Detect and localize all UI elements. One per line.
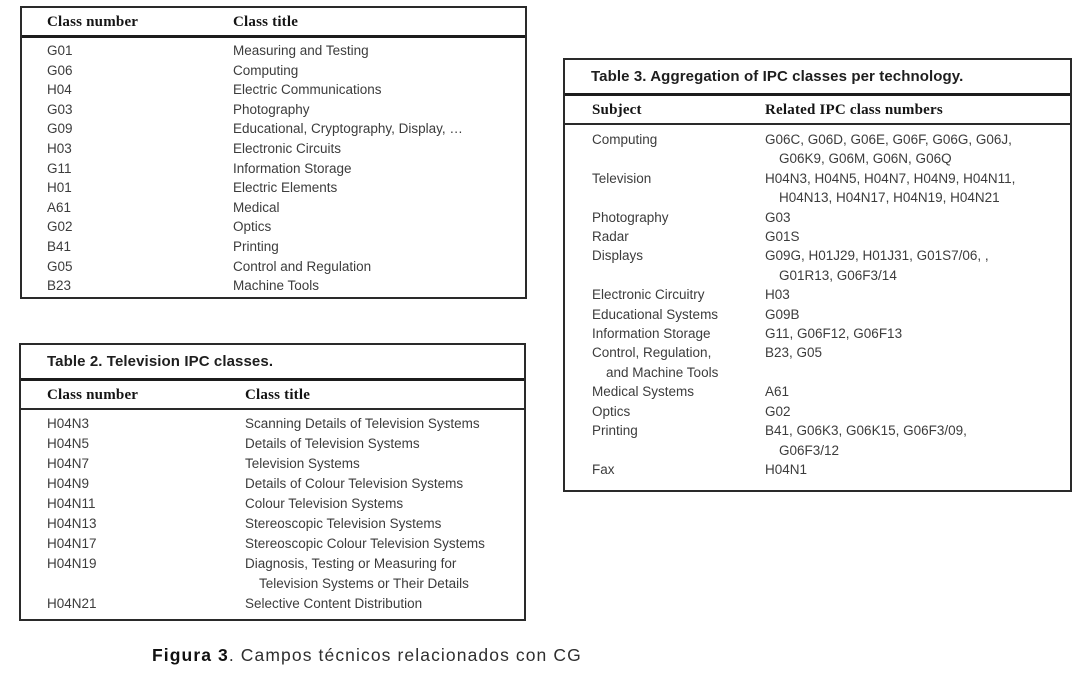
technology-aggregation-table (563, 58, 1072, 492)
subject-cell (565, 227, 765, 246)
ipc-classes-table (20, 6, 527, 299)
class-title-cell (233, 217, 525, 237)
class-number-cell: H03 (47, 140, 72, 156)
table-row (22, 80, 525, 100)
class-title-cell (245, 554, 524, 594)
subject-line: Control, Regulation, (592, 345, 712, 361)
class-title-cell (233, 61, 525, 81)
class-number-cell: H04N7 (47, 456, 90, 471)
subject-line: Computing (592, 132, 658, 147)
ipc-codes-line-continuation: G01R13, G06F3/14 (779, 267, 897, 283)
subject-cell (565, 285, 765, 304)
class-title-line-continuation: Television Systems or Their Details (259, 576, 469, 591)
table-row (565, 169, 1070, 208)
related-ipc-codes-cell (765, 305, 1070, 324)
class-number-cell: G11 (47, 160, 72, 176)
class-number-cell: G03 (47, 101, 73, 117)
table-row (565, 208, 1070, 227)
figure-caption-label: Figura 3 (152, 645, 229, 665)
class-title-line: Scanning Details of Television Systems (245, 416, 480, 431)
table1-body (22, 38, 525, 296)
ipc-codes-line-continuation: H04N13, H04N17, H04N19, H04N21 (779, 190, 1000, 206)
class-number-cell: H04N21 (47, 596, 97, 611)
class-title-line: Educational, Cryptography, Display, … (233, 121, 463, 137)
class-title-cell (233, 139, 525, 159)
related-ipc-codes-cell (765, 285, 1070, 304)
subject-cell (565, 169, 765, 208)
table-row (565, 402, 1070, 421)
table1-header-class-number: Class number (47, 14, 139, 30)
class-title-line: Diagnosis, Testing or Measuring for (245, 556, 457, 571)
table-row (565, 343, 1070, 382)
ipc-codes-line: B41, G06K3, G06K15, G06F3/09, (765, 423, 967, 439)
table2-body (21, 410, 524, 614)
related-ipc-codes-cell (765, 343, 1070, 382)
table-row (22, 198, 525, 218)
subject-line: Electronic Circuitry (592, 287, 705, 303)
class-title-line: Electric Communications (233, 82, 382, 98)
table-row (565, 305, 1070, 324)
class-title-cell (233, 178, 525, 198)
class-title-line: Computing (233, 62, 299, 78)
table3-header-related-ipc: Related IPC class numbers (765, 102, 943, 118)
related-ipc-codes-cell (765, 382, 1070, 401)
class-title-line: Selective Content Distribution (245, 596, 423, 611)
class-title-line: Stereoscopic Colour Television Systems (245, 536, 485, 551)
table3-header-row (565, 96, 1070, 125)
table-row (21, 494, 524, 514)
class-title-line: Optics (233, 219, 272, 235)
ipc-codes-line: G06C, G06D, G06E, G06F, G06G, G06J, (765, 132, 1012, 147)
class-title-line: Details of Television Systems (245, 436, 420, 451)
class-title-cell (245, 514, 524, 534)
class-title-line: Measuring and Testing (233, 43, 369, 58)
class-title-cell (233, 119, 525, 139)
table-row (22, 100, 525, 120)
figure-caption-text: . Campos técnicos relacionados con CG (228, 645, 582, 665)
subject-cell (565, 246, 765, 285)
class-title-cell (245, 454, 524, 474)
class-title-line: Information Storage (233, 160, 352, 176)
subject-cell (565, 421, 765, 460)
table-row (22, 217, 525, 237)
class-title-cell (245, 594, 524, 614)
table-row (21, 414, 524, 434)
related-ipc-codes-cell (765, 227, 1070, 246)
ipc-codes-line: G11, G06F12, G06F13 (765, 326, 903, 342)
class-title-cell (245, 474, 524, 494)
class-title-line: Colour Television Systems (245, 496, 404, 511)
table-row (565, 285, 1070, 304)
class-title-cell (245, 534, 524, 554)
class-number-cell: H04N19 (47, 556, 97, 571)
subject-line: Medical Systems (592, 384, 695, 400)
ipc-codes-line: G02 (765, 403, 791, 419)
class-title-cell (245, 434, 524, 454)
table-row (22, 178, 525, 198)
class-number-cell: H04N13 (47, 516, 97, 531)
class-title-line: Electric Elements (233, 180, 338, 196)
table-row (21, 454, 524, 474)
class-title-cell (233, 237, 525, 257)
table-row (22, 139, 525, 159)
television-ipc-classes-table (19, 343, 526, 621)
ipc-codes-line: B23, G05 (765, 345, 823, 361)
related-ipc-codes-cell (765, 208, 1070, 227)
subject-line-continuation: and Machine Tools (606, 364, 719, 380)
class-title-cell (233, 276, 525, 296)
table2-title: Table 2. Television IPC classes. (21, 345, 524, 381)
subject-cell (565, 324, 765, 343)
table-row (22, 276, 525, 296)
class-title-cell (233, 100, 525, 120)
class-title-cell (233, 257, 525, 277)
class-number-cell: H04N5 (47, 436, 90, 451)
table-row (21, 434, 524, 454)
class-title-line: Photography (233, 101, 310, 117)
ipc-codes-line: G09G, H01J29, H01J31, G01S7/06, , (765, 248, 989, 264)
table1-header-class-title: Class title (233, 14, 299, 30)
class-number-cell: G01 (47, 43, 73, 58)
class-number-cell: G09 (47, 121, 73, 137)
class-title-line: Electronic Circuits (233, 140, 342, 156)
table-row (22, 257, 525, 277)
class-number-cell: G02 (47, 219, 73, 235)
subject-cell (565, 343, 765, 382)
table2-header-class-number: Class number (47, 387, 139, 403)
class-number-cell: H01 (47, 180, 72, 196)
subject-line: Printing (592, 423, 638, 439)
table-row (565, 324, 1070, 343)
subject-line: Television (592, 170, 652, 186)
table3-body (565, 125, 1070, 479)
table-row (21, 514, 524, 534)
class-number-cell: G05 (47, 258, 73, 274)
class-title-cell (233, 198, 525, 218)
table-row (22, 119, 525, 139)
class-title-cell (233, 159, 525, 179)
class-number-cell: B23 (47, 278, 72, 294)
ipc-codes-line-continuation: G06F3/12 (779, 442, 840, 458)
ipc-codes-line: A61 (765, 384, 790, 400)
subject-line: Educational Systems (592, 306, 719, 322)
subject-cell (565, 305, 765, 324)
table-row (22, 41, 525, 61)
subject-line: Optics (592, 403, 631, 419)
subject-line: Information Storage (592, 326, 711, 342)
ipc-codes-line: G03 (765, 209, 791, 225)
table2-header-class-title: Class title (245, 387, 311, 403)
class-title-line: Medical (233, 199, 280, 215)
table-row (565, 130, 1070, 169)
subject-line: Photography (592, 209, 669, 225)
table-row (565, 246, 1070, 285)
class-number-cell: H04N3 (47, 416, 90, 431)
table-row (21, 594, 524, 614)
table3-title: Table 3. Aggregation of IPC classes per technology. (565, 60, 1070, 96)
table-row (565, 421, 1070, 460)
table-row (21, 474, 524, 494)
table1-header-row (22, 8, 525, 38)
table-row (22, 159, 525, 179)
class-number-cell: A61 (47, 199, 72, 215)
class-title-cell (245, 494, 524, 514)
subject-line: Fax (592, 461, 615, 477)
ipc-codes-line-continuation: G06K9, G06M, G06N, G06Q (779, 151, 952, 167)
related-ipc-codes-cell (765, 421, 1070, 460)
related-ipc-codes-cell (765, 402, 1070, 421)
subject-cell (565, 208, 765, 227)
class-title-line: Printing (233, 238, 279, 254)
class-title-line: Machine Tools (233, 278, 320, 294)
class-title-line: Stereoscopic Television Systems (245, 516, 442, 531)
related-ipc-codes-cell (765, 130, 1070, 169)
table-row (22, 61, 525, 81)
class-title-cell (233, 80, 525, 100)
related-ipc-codes-cell (765, 324, 1070, 343)
related-ipc-codes-cell (765, 246, 1070, 285)
ipc-codes-line: H04N1 (765, 461, 808, 477)
ipc-codes-line: H03 (765, 287, 790, 303)
ipc-codes-line: G01S (765, 229, 800, 245)
subject-cell (565, 460, 765, 479)
class-title-cell (245, 414, 524, 434)
subject-cell (565, 402, 765, 421)
class-number-cell: H04 (47, 82, 72, 98)
table3-header-subject: Subject (592, 102, 642, 118)
table-row (565, 382, 1070, 401)
class-number-cell: H04N9 (47, 476, 90, 491)
figure-caption (152, 645, 582, 666)
class-number-cell: H04N11 (47, 496, 96, 511)
table2-header-row (21, 381, 524, 410)
table-row (565, 227, 1070, 246)
class-number-cell: B41 (47, 238, 72, 254)
subject-line: Radar (592, 229, 629, 245)
subject-line: Displays (592, 248, 644, 264)
subject-cell (565, 130, 765, 169)
class-title-line: Details of Colour Television Systems (245, 476, 464, 491)
related-ipc-codes-cell (765, 460, 1070, 479)
related-ipc-codes-cell (765, 169, 1070, 208)
ipc-codes-line: G09B (765, 306, 800, 322)
ipc-codes-line: H04N3, H04N5, H04N7, H04N9, H04N11, (765, 170, 1016, 186)
class-title-line: Television Systems (245, 456, 360, 471)
table-row (21, 554, 524, 594)
table-row (22, 237, 525, 257)
table-row (21, 534, 524, 554)
class-number-cell: H04N17 (47, 536, 97, 551)
class-title-line: Control and Regulation (233, 258, 372, 274)
class-number-cell: G06 (47, 62, 73, 78)
class-title-cell (233, 41, 525, 61)
subject-cell (565, 382, 765, 401)
table-row (565, 460, 1070, 479)
